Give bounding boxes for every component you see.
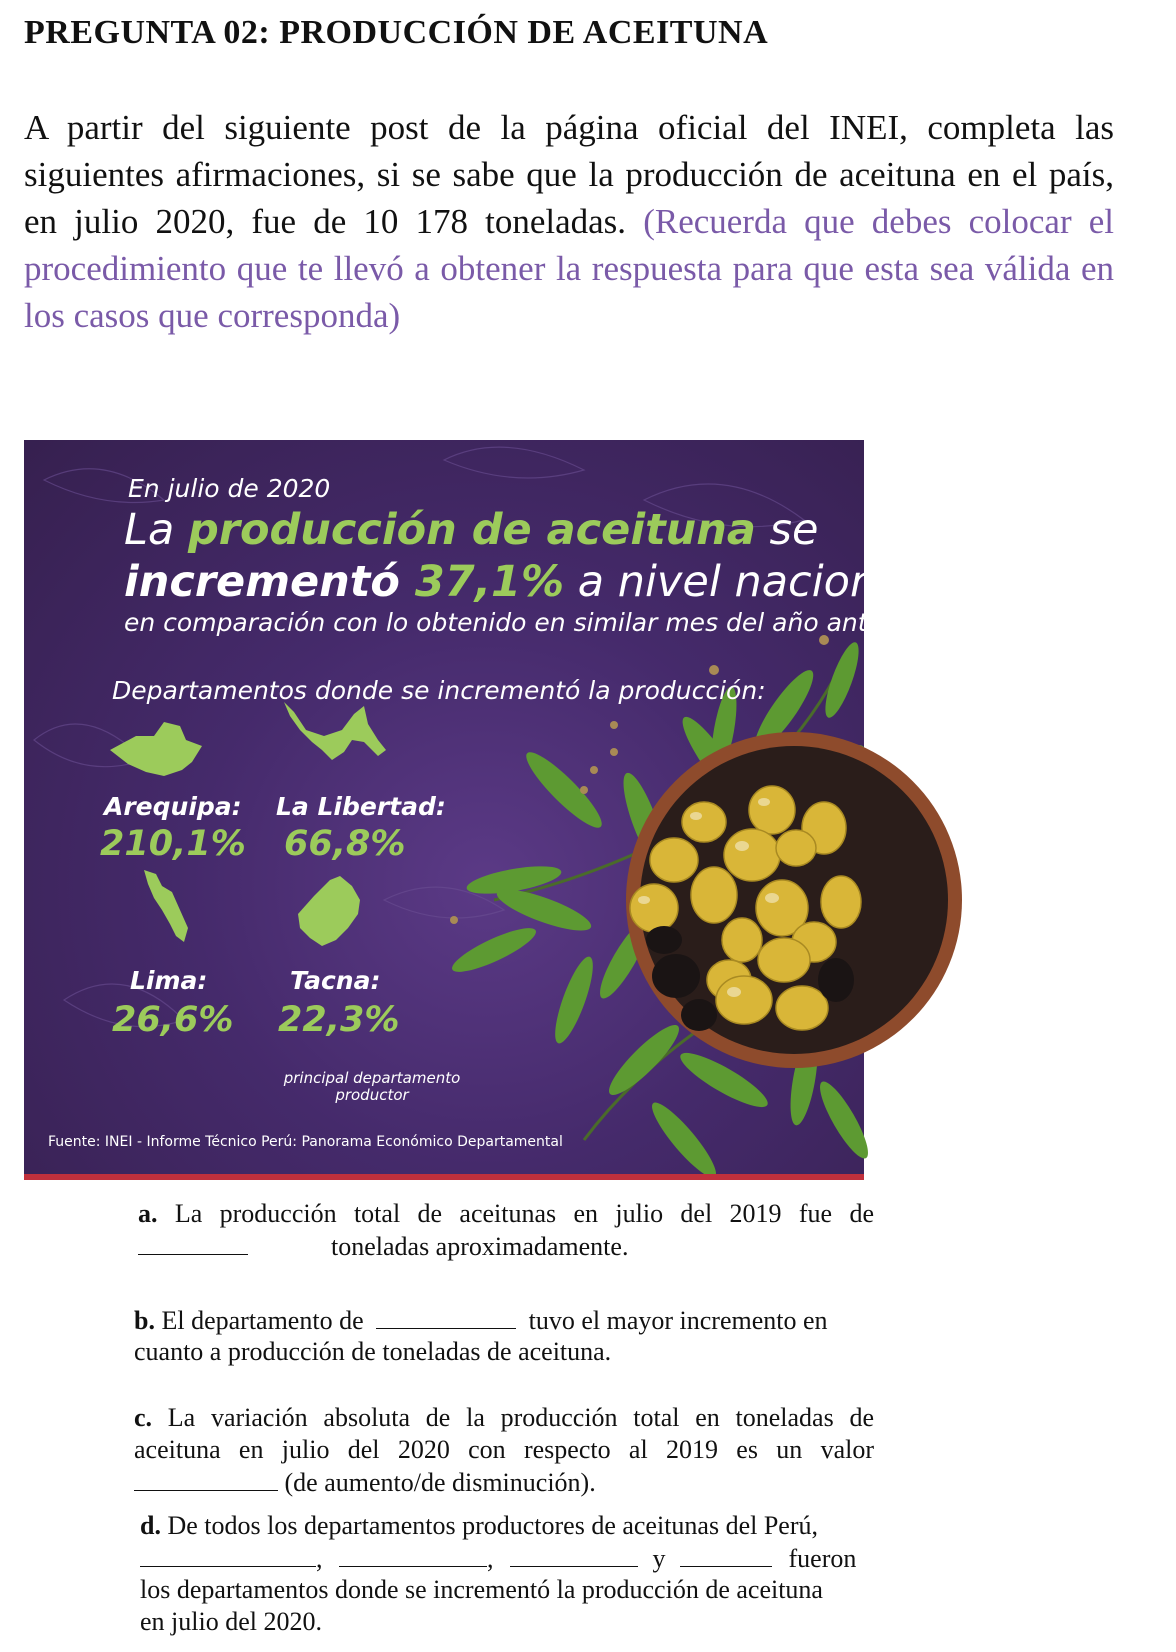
question-c-text1: La variación absoluta de la producción total en toneladas de bbox=[167, 1403, 874, 1432]
page-title: PREGUNTA 02: PRODUCCIÓN DE ACEITUNA bbox=[24, 14, 769, 51]
dept-value-arequipa: 210,1% bbox=[100, 824, 246, 864]
headline-highlight: producción de aceituna bbox=[187, 505, 756, 555]
answer-blank-d1[interactable] bbox=[140, 1542, 316, 1567]
infographic-date: En julio de 2020 bbox=[128, 474, 331, 503]
infographic-source: Fuente: INEI - Informe Técnico Perú: Panorama Económico Departamental bbox=[48, 1134, 563, 1150]
question-a-line1 bbox=[138, 1198, 874, 1230]
question-a-text: La producción total de aceitunas en julio del 2019 fue de bbox=[174, 1199, 874, 1228]
question-c-line1 bbox=[134, 1402, 874, 1434]
dept-name-tacna: Tacna: bbox=[290, 966, 381, 995]
dept-value-la-libertad: 66,8% bbox=[284, 824, 406, 864]
arequipa-map bbox=[110, 722, 202, 776]
question-b-letter: b. bbox=[134, 1306, 155, 1335]
answer-blank-a[interactable] bbox=[138, 1230, 248, 1255]
answer-blank-c[interactable] bbox=[134, 1466, 278, 1491]
question-d-line4: en julio del 2020. bbox=[140, 1607, 322, 1636]
question-d-line3: los departamentos donde se incrementó la producción de aceituna bbox=[140, 1575, 823, 1604]
question-c-line2: aceituna en julio del 2020 con respecto al 2019 es un valor bbox=[134, 1435, 874, 1464]
headline-part: se bbox=[755, 505, 819, 555]
tacna-map bbox=[298, 876, 360, 946]
answer-blank-d3[interactable] bbox=[510, 1542, 638, 1567]
source-underline bbox=[24, 1174, 864, 1180]
answer-blank-d4[interactable] bbox=[680, 1542, 772, 1567]
headline-part: La bbox=[124, 505, 188, 555]
headline-percentage: 37,1% bbox=[414, 557, 565, 607]
dept-name-arequipa: Arequipa: bbox=[104, 792, 242, 821]
question-d-text2: fueron bbox=[788, 1544, 857, 1573]
tacna-note: principal departamento productor bbox=[283, 1069, 461, 1104]
dept-value-lima: 26,6% bbox=[112, 1000, 234, 1040]
dept-name-lima: Lima: bbox=[130, 966, 208, 995]
dept-name-la-libertad: La Libertad: bbox=[276, 792, 446, 821]
departments-label: Departamentos donde se incrementó la producción: bbox=[112, 676, 766, 705]
question-d-line1 bbox=[140, 1510, 880, 1542]
question-d-text1: De todos los departamentos productores de aceitunas del Perú, bbox=[167, 1511, 819, 1540]
intro-note: (Recuerda que debes colocar el procedimiento que te llevó a obtener la respuesta para que esta sea válida en los casos que corresponda) bbox=[24, 202, 1115, 335]
question-a-line2 bbox=[138, 1230, 874, 1263]
lima-map bbox=[144, 870, 188, 942]
headline-part: a nivel nacional bbox=[564, 557, 916, 607]
inei-infographic bbox=[24, 440, 926, 1180]
question-c-letter: c. bbox=[134, 1403, 153, 1432]
dept-value-tacna: 22,3% bbox=[278, 1000, 400, 1040]
olive-bowl-illustration bbox=[626, 732, 962, 1068]
comma: , bbox=[487, 1544, 494, 1573]
intro-text: A partir del siguiente post de la página oficial del INEI, completa las siguientes afirmaciones, si se sabe que la producción de aceituna en el país, en julio 2020, fue de 10 178 toneladas. bbox=[24, 108, 1114, 241]
question-d-line2 bbox=[140, 1542, 880, 1575]
answer-blank-b[interactable] bbox=[376, 1304, 516, 1329]
comma: , bbox=[316, 1544, 323, 1573]
question-c-text3: (de aumento/de disminución). bbox=[284, 1468, 596, 1497]
infographic-headline bbox=[124, 504, 916, 608]
infographic-comparison: en comparación con lo obtenido en similar mes del año anterior bbox=[124, 608, 926, 637]
intro-paragraph bbox=[24, 104, 1114, 339]
question-c-line3 bbox=[134, 1466, 874, 1499]
answer-blank-d2[interactable] bbox=[339, 1542, 487, 1567]
headline-part: incrementó bbox=[124, 557, 415, 607]
question-b-text1: El departamento de bbox=[161, 1306, 364, 1335]
question-b-text2: tuvo el mayor incremento en bbox=[528, 1306, 828, 1335]
la-libertad-map bbox=[284, 702, 386, 760]
question-d-letter: d. bbox=[140, 1511, 161, 1540]
conjunction-y: y bbox=[652, 1544, 666, 1573]
question-a-letter: a. bbox=[138, 1199, 158, 1228]
question-b-line1 bbox=[134, 1304, 874, 1337]
question-a-text2: toneladas aproximadamente. bbox=[331, 1232, 629, 1261]
question-b-line2: cuanto a producción de toneladas de aceituna. bbox=[134, 1337, 612, 1366]
